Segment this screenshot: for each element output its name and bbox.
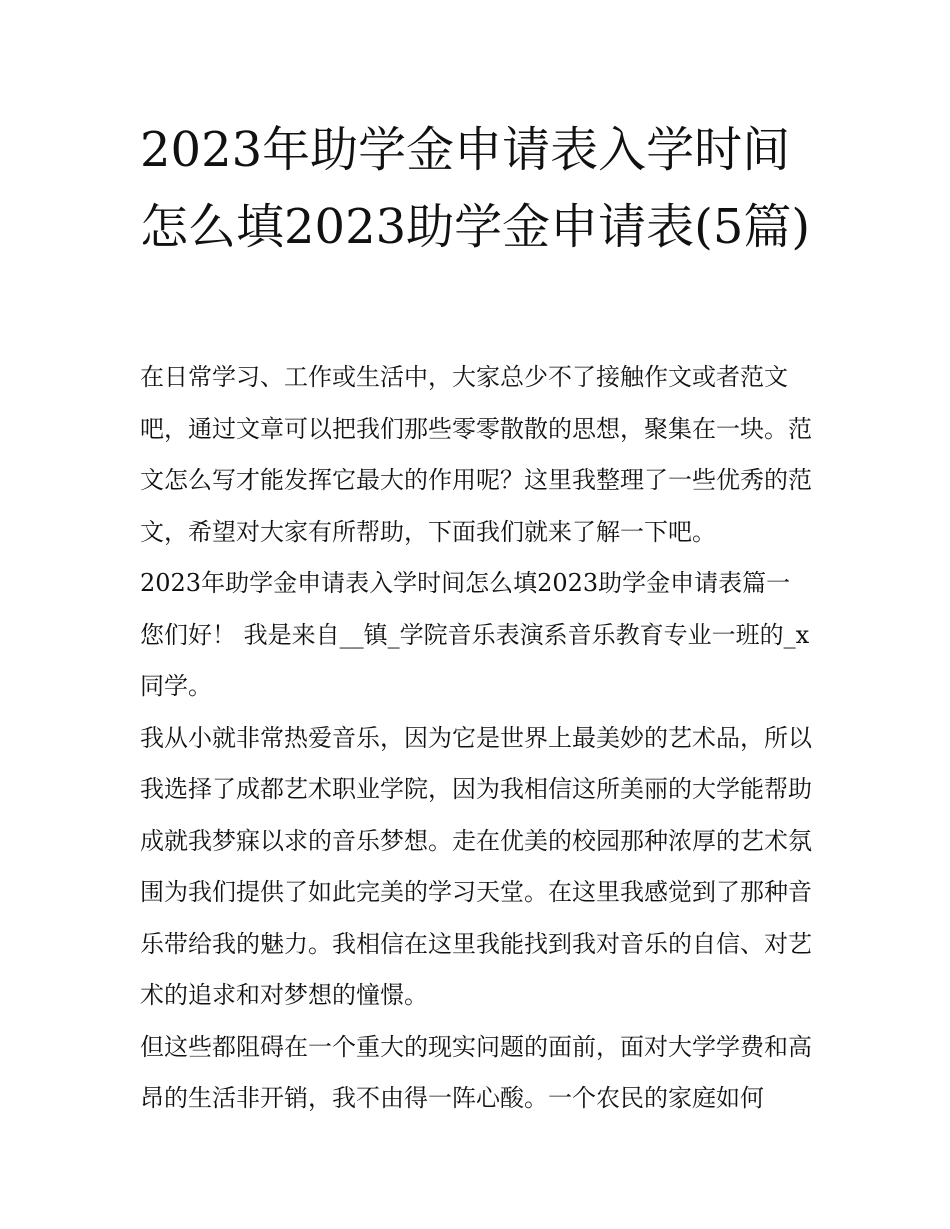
body-paragraph: 但这些都阻碍在一个重大的现实问题的面前，面对大学学费和高昂的生活非开销，我不由得一阵心酸。一个农民的家庭如何 [140,1032,812,1112]
section-heading: 2023年助学金申请表入学时间怎么填2023助学金申请表篇一 [140,569,791,597]
greeting-paragraph: 您们好！ 我是来自__镇_学院音乐表演系音乐教育专业一班的_x同学。 [140,620,810,700]
document-body [140,352,812,1125]
intro-paragraph: 在日常学习、工作或生活中，大家总少不了接触作文或者范文吧，通过文章可以把我们那些零零散散的思想，聚集在一块。范文怎么写才能发挥它最大的作用呢？这里我整理了一些优秀的范文，希望对大家有所帮助，下面我们就来了解一下吧。 [140,363,812,546]
body-paragraph: 我从小就非常热爱音乐，因为它是世界上最美妙的艺术品，所以我选择了成都艺术职业学院，因为我相信这所美丽的大学能帮助成就我梦寐以求的音乐梦想。走在优美的校园那种浓厚的艺术氛围为我们提供了如此完美的学习天堂。在这里我感觉到了那种音乐带给我的魅力。我相信在这里我能找到我对音乐的自信、对艺术的追求和对梦想的憧憬。 [140,723,812,1009]
document-title: 2023年助学金申请表入学时间怎么填2023助学金申请表(5篇) [140,122,811,255]
